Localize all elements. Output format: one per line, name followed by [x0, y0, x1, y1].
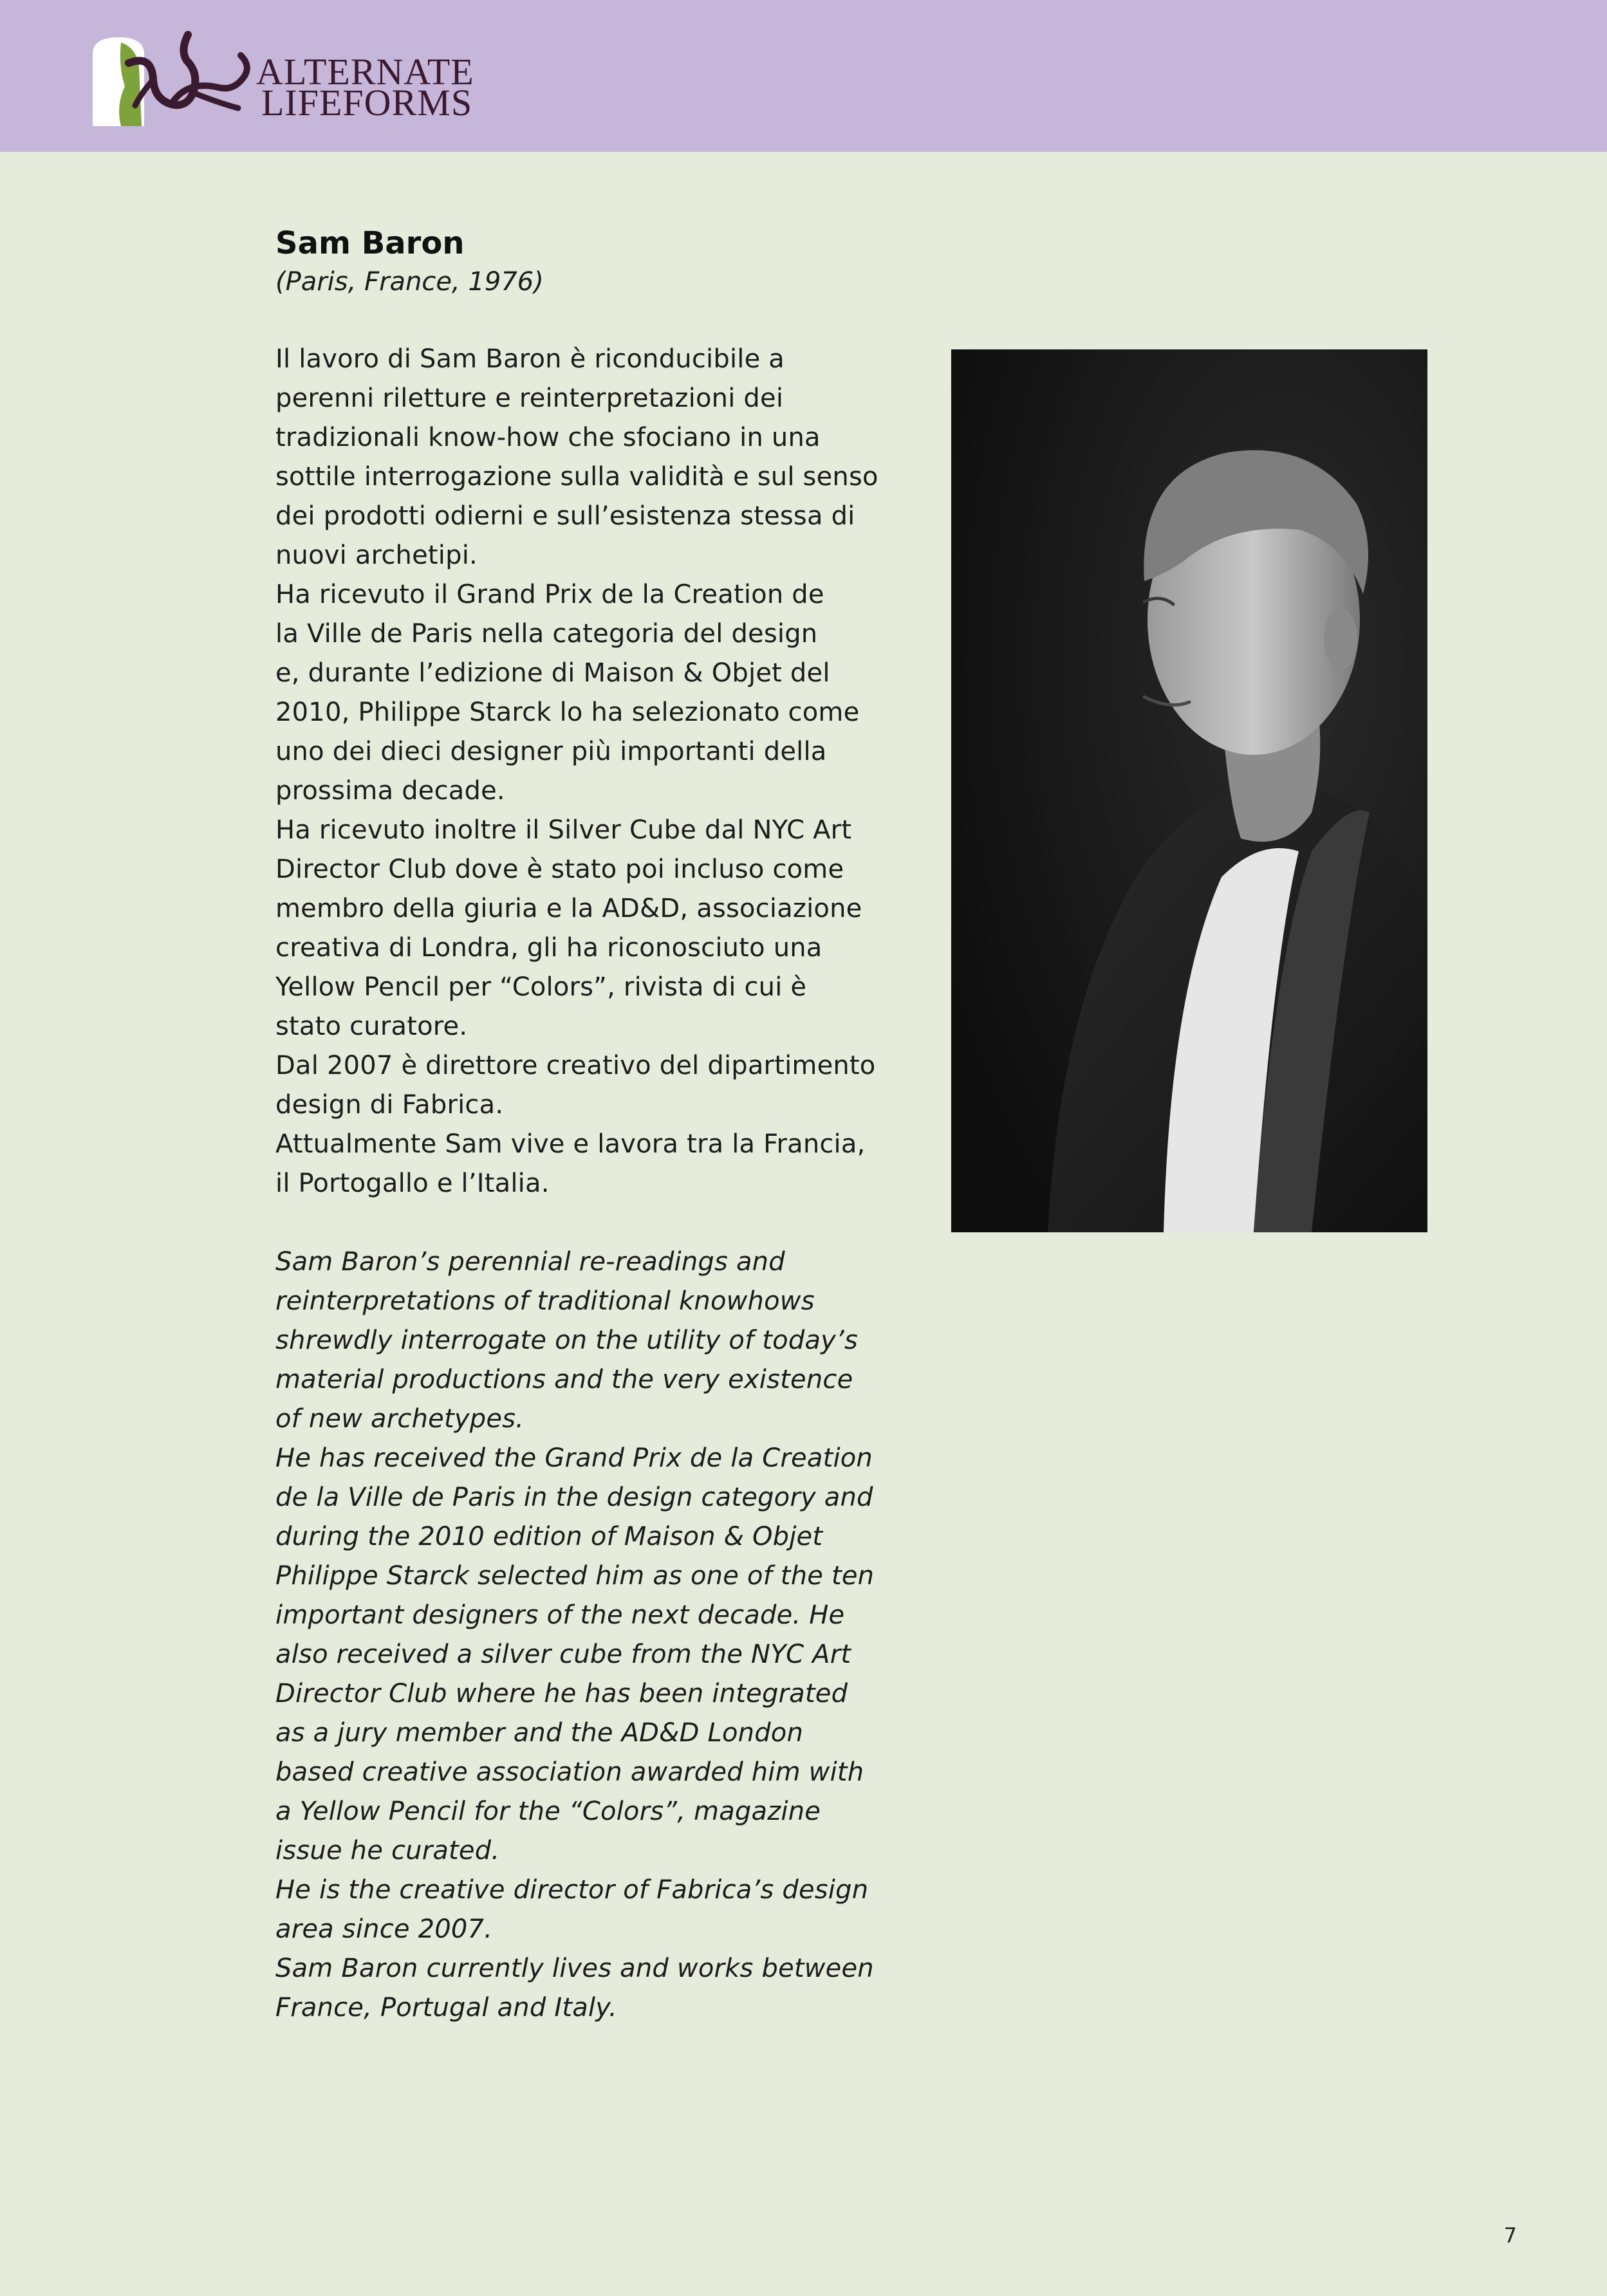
bio-italian: Il lavoro di Sam Baron è riconducibile a perenni riletture e reinterpretazioni dei tradizionali know-how che sfociano in una sottile interrogazione sulla validità e sul senso dei prodotti odierni e sull’esistenza stessa di nuovi archetipi. Ha ricevuto il Grand Prix de la Creation de la Ville de Paris nella categoria del design e, durante l’edizione di Maison & Objet del 2010, Philippe Starck lo ha selezionato come uno dei dieci designer più importanti della prossima decade. Ha ricevuto inoltre il Silver Cube dal NYC Art Director Club dove è stato poi incluso come membro della giuria e la AD&D, associazione creativa di Londra, gli ha riconosciuto una Yellow Pencil per “Colors”, rivista di cui è stato curatore. Dal 2007 è direttore creativo del dipartimento design di Fabrica. Attualmente Sam vive e lavora tra la Francia, il Portogallo e l’Italia. [275, 344, 878, 1198]
designer-bio [275, 223, 919, 2028]
designer-portrait-photo [951, 349, 1427, 1232]
logo-line2: LIFEFORMS [261, 82, 473, 124]
portrait-image [951, 349, 1427, 1232]
alternate-lifeforms-logo [90, 28, 515, 131]
page-header [0, 0, 1607, 152]
bio-english: Sam Baron’s perennial re-readings and reinterpretations of traditional knowhows shrewdly interrogate on the utility of today’s material productions and the very existence of new archetypes. He has received the Grand Prix de la Creation de la Ville de Paris in the design category and during the 2010 edition of Maison & Objet Philippe Starck selected him as one of the ten important designers of the next decade. He also received a silver cube from the NYC Art Director Club where he has been integrated as a jury member and the AD&D London based creative association awarded him with a Yellow Pencil for the “Colors”, magazine issue he curated. He is the creative director of Fabrica’s design area since 2007. Sam Baron currently lives and works between France, Portugal and Italy. [275, 1247, 875, 2023]
logo-line1: ALTERNATE [256, 51, 474, 93]
logo-wordmark [256, 51, 474, 124]
page-number: 7 [1503, 2223, 1517, 2248]
designer-birth: (Paris, France, 1976) [275, 267, 544, 297]
designer-name: Sam Baron [275, 225, 465, 261]
logo-icon [90, 28, 257, 131]
